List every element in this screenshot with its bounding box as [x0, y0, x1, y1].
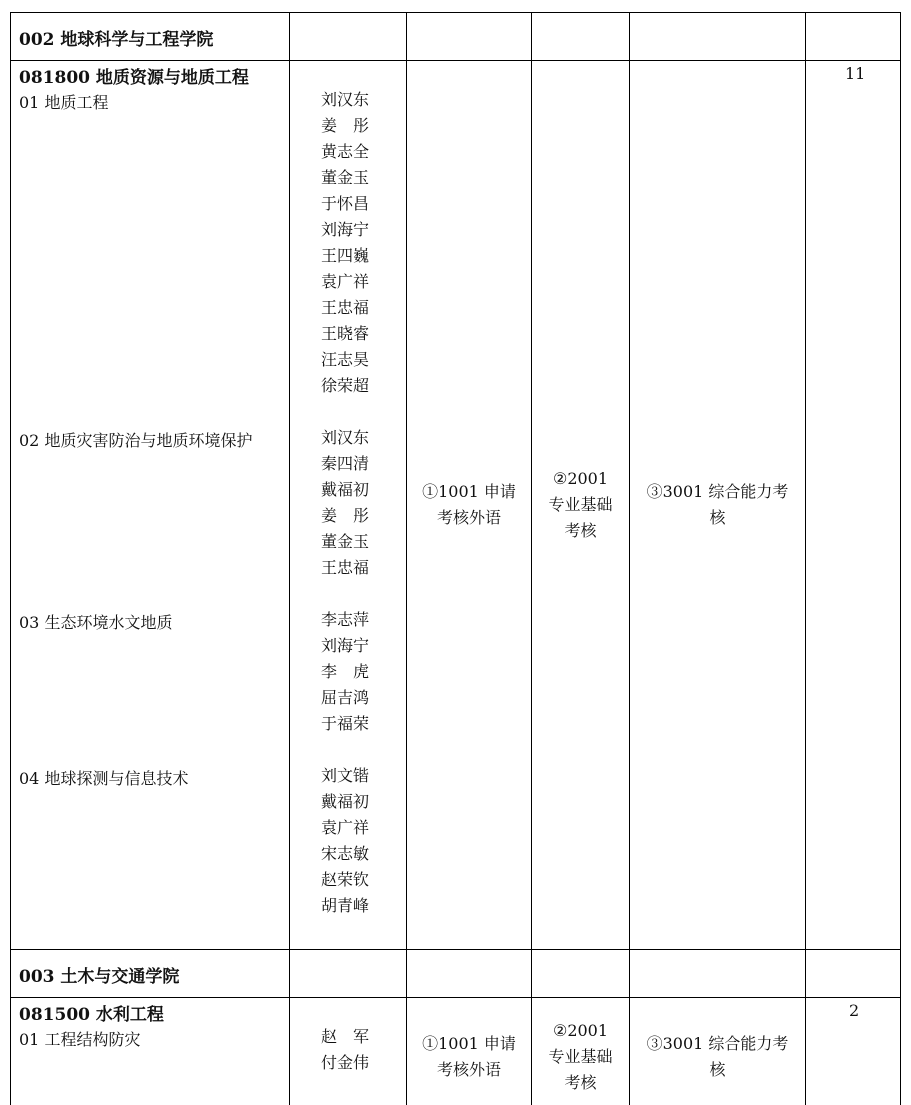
advisor-name: 袁广祥 [321, 272, 370, 291]
advisor-name: 王晓睿 [321, 324, 370, 343]
advisor-name: 刘海宁 [321, 636, 370, 655]
advisor-name: 赵荣钦 [321, 870, 370, 889]
advisor-name: 屈吉鸿 [321, 688, 370, 707]
advisor-name: 刘汉东 [321, 90, 370, 109]
advisor-name: 董金玉 [321, 168, 370, 187]
advisor-name: 刘文锴 [321, 766, 370, 785]
advisor-name: 徐荣超 [321, 376, 370, 395]
exam-line: ②2001 [552, 469, 609, 488]
college-header: 002 地球科学与工程学院 [19, 30, 214, 50]
advisor-name: 付金伟 [321, 1053, 370, 1072]
advisor-name: 王忠福 [321, 558, 370, 577]
grid-line [805, 12, 806, 1105]
exam-professional-basics [532, 1018, 629, 1096]
direction-label: 04 地球探测与信息技术 [19, 769, 189, 788]
grid-line [531, 12, 532, 1105]
major-title: 081800 地质资源与地质工程 [19, 68, 249, 88]
advisor-name: 戴福初 [321, 792, 370, 811]
advisor-name: 刘海宁 [321, 220, 370, 239]
advisor-name: 于福荣 [321, 714, 370, 733]
advisor-name: 袁广祥 [321, 818, 370, 837]
grid-line [10, 60, 901, 61]
exam-line: 专业基础 [548, 495, 613, 514]
advisor-name: 王四巍 [321, 246, 370, 265]
exam-line: ②2001 [552, 1021, 609, 1040]
advisor-name: 董金玉 [321, 532, 370, 551]
advisor-list [321, 1024, 369, 1076]
exam-line: 核 [709, 1060, 726, 1079]
direction-label: 02 地质灾害防治与地质环境保护 [19, 431, 253, 450]
exam-line: ①1001 申请 [422, 482, 516, 501]
major-title: 081500 水利工程 [19, 1005, 164, 1025]
advisor-list [321, 425, 369, 581]
exam-line: ③3001 综合能力考 [646, 1034, 789, 1053]
exam-comprehensive [630, 479, 805, 531]
advisor-name: 秦四清 [321, 454, 370, 473]
advisor-name: 宋志敏 [321, 844, 370, 863]
advisor-name: 赵 军 [321, 1027, 370, 1046]
advisor-name: 姜 彤 [321, 506, 370, 525]
grid-line [629, 12, 630, 1105]
exam-line: 专业基础 [548, 1047, 613, 1066]
advisor-name: 王忠福 [321, 298, 370, 317]
exam-line: 核 [709, 508, 726, 527]
advisor-name: 汪志昊 [321, 350, 370, 369]
advisor-name: 于怀昌 [321, 194, 370, 213]
advisor-name: 刘汉东 [321, 428, 370, 447]
direction-label: 01 工程结构防灾 [19, 1030, 141, 1049]
exam-foreign-language [407, 1031, 531, 1083]
advisor-name: 李 虎 [321, 662, 370, 681]
grid-line [900, 12, 901, 1105]
direction-label: 01 地质工程 [19, 93, 109, 112]
advisor-list [321, 763, 369, 919]
grid-line [10, 12, 11, 1105]
advisor-list [321, 607, 369, 737]
grid-line [10, 12, 901, 13]
advisor-name: 姜 彤 [321, 116, 370, 135]
advisor-name: 戴福初 [321, 480, 370, 499]
advisor-name: 黄志全 [321, 142, 370, 161]
grid-line [10, 997, 901, 998]
exam-line: 考核外语 [436, 508, 501, 527]
college-header: 003 土木与交通学院 [19, 967, 180, 987]
advisor-list [321, 87, 369, 399]
exam-foreign-language [407, 479, 531, 531]
grid-line [10, 949, 901, 950]
grid-line [289, 12, 290, 1105]
exam-line: ①1001 申请 [422, 1034, 516, 1053]
exam-line: 考核外语 [436, 1060, 501, 1079]
advisor-name: 李志萍 [321, 610, 370, 629]
direction-label: 03 生态环境水文地质 [19, 613, 173, 632]
exam-line: 考核 [564, 521, 597, 540]
exam-comprehensive [630, 1031, 805, 1083]
enrollment-count: 2 [849, 1001, 860, 1020]
exam-line: 考核 [564, 1073, 597, 1092]
advisor-name: 胡青峰 [321, 896, 370, 915]
grid-line [406, 12, 407, 1105]
enrollment-count: 11 [845, 64, 866, 83]
exam-professional-basics [532, 466, 629, 544]
exam-line: ③3001 综合能力考 [646, 482, 789, 501]
